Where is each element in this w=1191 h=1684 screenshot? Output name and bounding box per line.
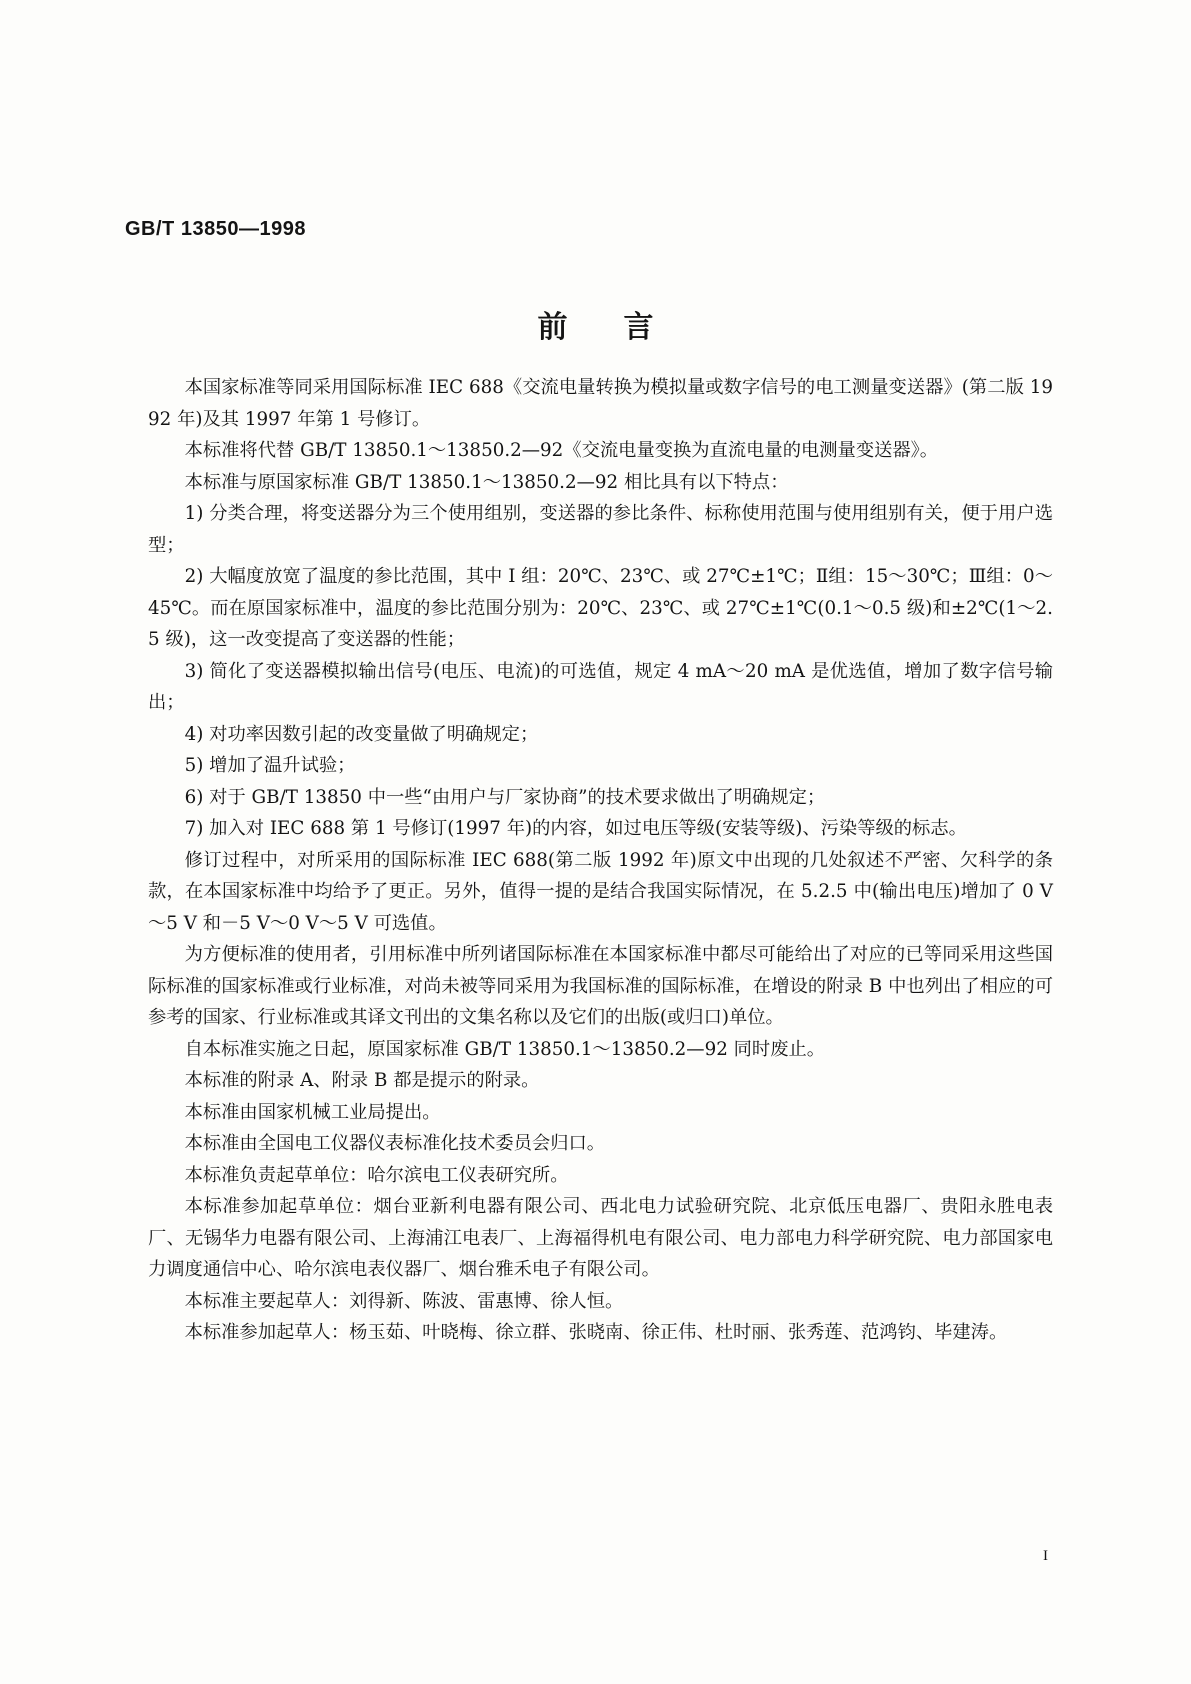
page-number: I (1043, 1548, 1048, 1564)
paragraph: 本标准将代替 GB/T 13850.1～13850.2—92《交流电量变换为直流电量的电测量变送器》。 (184, 440, 939, 461)
list-item: 5) 增加了温升试验； (184, 755, 356, 776)
list-item: 6) 对于 GB/T 13850 中一些“由用户与厂家协商”的技术要求做出了明确规定； (184, 786, 826, 808)
paragraph: 修订过程中，对所采用的国际标准 IEC 688(第二版 1992 年)原文中出现的几处叙述不严密、欠科学的条款，在本国家标准中均给予了更正。另外，值得一提的是结合我国实际情况，在 5.2.5 中(输出电压)增加了 0 V～5 V 和－5 V～0 V～5 V 可选值。 (148, 849, 1053, 934)
paragraph: 为方便标准的使用者，引用标准中所列诸国际标准在本国家标准中都尽可能给出了对应的已等同采用这些国际标准的国家标准或行业标准，对尚未被等同采用为我国标准的国际标准，在增设的附录 B 中也列出了相应的可参考的国家、行业标准或其译文刊出的文集名称以及它们的出版(或归口)单位。 (148, 944, 1053, 1028)
page-title: 前言 (537, 310, 710, 345)
paragraph: 本标准负责起草单位：哈尔滨电工仪表研究所。 (184, 1164, 569, 1186)
list-item: 2) 大幅度放宽了温度的参比范围，其中 I 组：20℃、23℃、或 27℃±1℃；Ⅱ组：15～30℃；Ⅲ组：0～45℃。而在原国家标准中，温度的参比范围分别为：20℃、23℃、或 27℃±1℃(0.1～0.5 级)和±2℃(1～2.5 级)，这一改变提高了变送器的性能； (148, 566, 1053, 650)
paragraph: 本标准参加起草人：杨玉茹、叶晓梅、徐立群、张晓南、徐正伟、杜时丽、张秀莲、范鸿钧、毕建涛。 (184, 1322, 1008, 1343)
paragraph: 本国家标准等同采用国际标准 IEC 688《交流电量转换为模拟量或数字信号的电工测量变送器》(第二版 1992 年)及其 1997 年第 1 号修订。 (148, 377, 1053, 430)
paragraph: 本标准参加起草单位：烟台亚新利电器有限公司、西北电力试验研究院、北京低压电器厂、贵阳永胜电表厂、无锡华力电器有限公司、上海浦江电表厂、上海福得机电有限公司、电力部电力科学研究院、电力部国家电力调度通信中心、哈尔滨电表仪器厂、烟台雅禾电子有限公司。 (148, 1196, 1053, 1280)
standard-id: GB/T 13850—1998 (125, 218, 306, 240)
paragraph: 本标准主要起草人：刘得新、陈波、雷惠博、徐人恒。 (184, 1290, 624, 1312)
list-item: 4) 对功率因数引起的改变量做了明确规定； (184, 723, 539, 745)
paragraph: 本标准由全国电工仪器仪表标准化技术委员会归口。 (184, 1133, 606, 1154)
list-item: 1) 分类合理，将变送器分为三个使用组别，变送器的参比条件、标称使用范围与使用组别有关，便于用户选型； (148, 503, 1053, 556)
paragraph: 本标准由国家机械工业局提出。 (184, 1101, 441, 1123)
paragraph: 自本标准实施之日起，原国家标准 GB/T 13850.1～13850.2—92 同时废止。 (184, 1038, 826, 1060)
paragraph: 本标准与原国家标准 GB/T 13850.1～13850.2—92 相比具有以下特点： (184, 471, 789, 493)
list-item: 7) 加入对 IEC 688 第 1 号修订(1997 年)的内容，如过电压等级(安装等级)、污染等级的标志。 (184, 818, 967, 839)
body-text (148, 372, 1053, 1349)
paragraph: 本标准的附录 A、附录 B 都是提示的附录。 (184, 1070, 540, 1091)
list-item: 3) 简化了变送器模拟输出信号(电压、电流)的可选值，规定 4 mA～20 mA 是优选值，增加了数字信号输出； (148, 660, 1053, 713)
